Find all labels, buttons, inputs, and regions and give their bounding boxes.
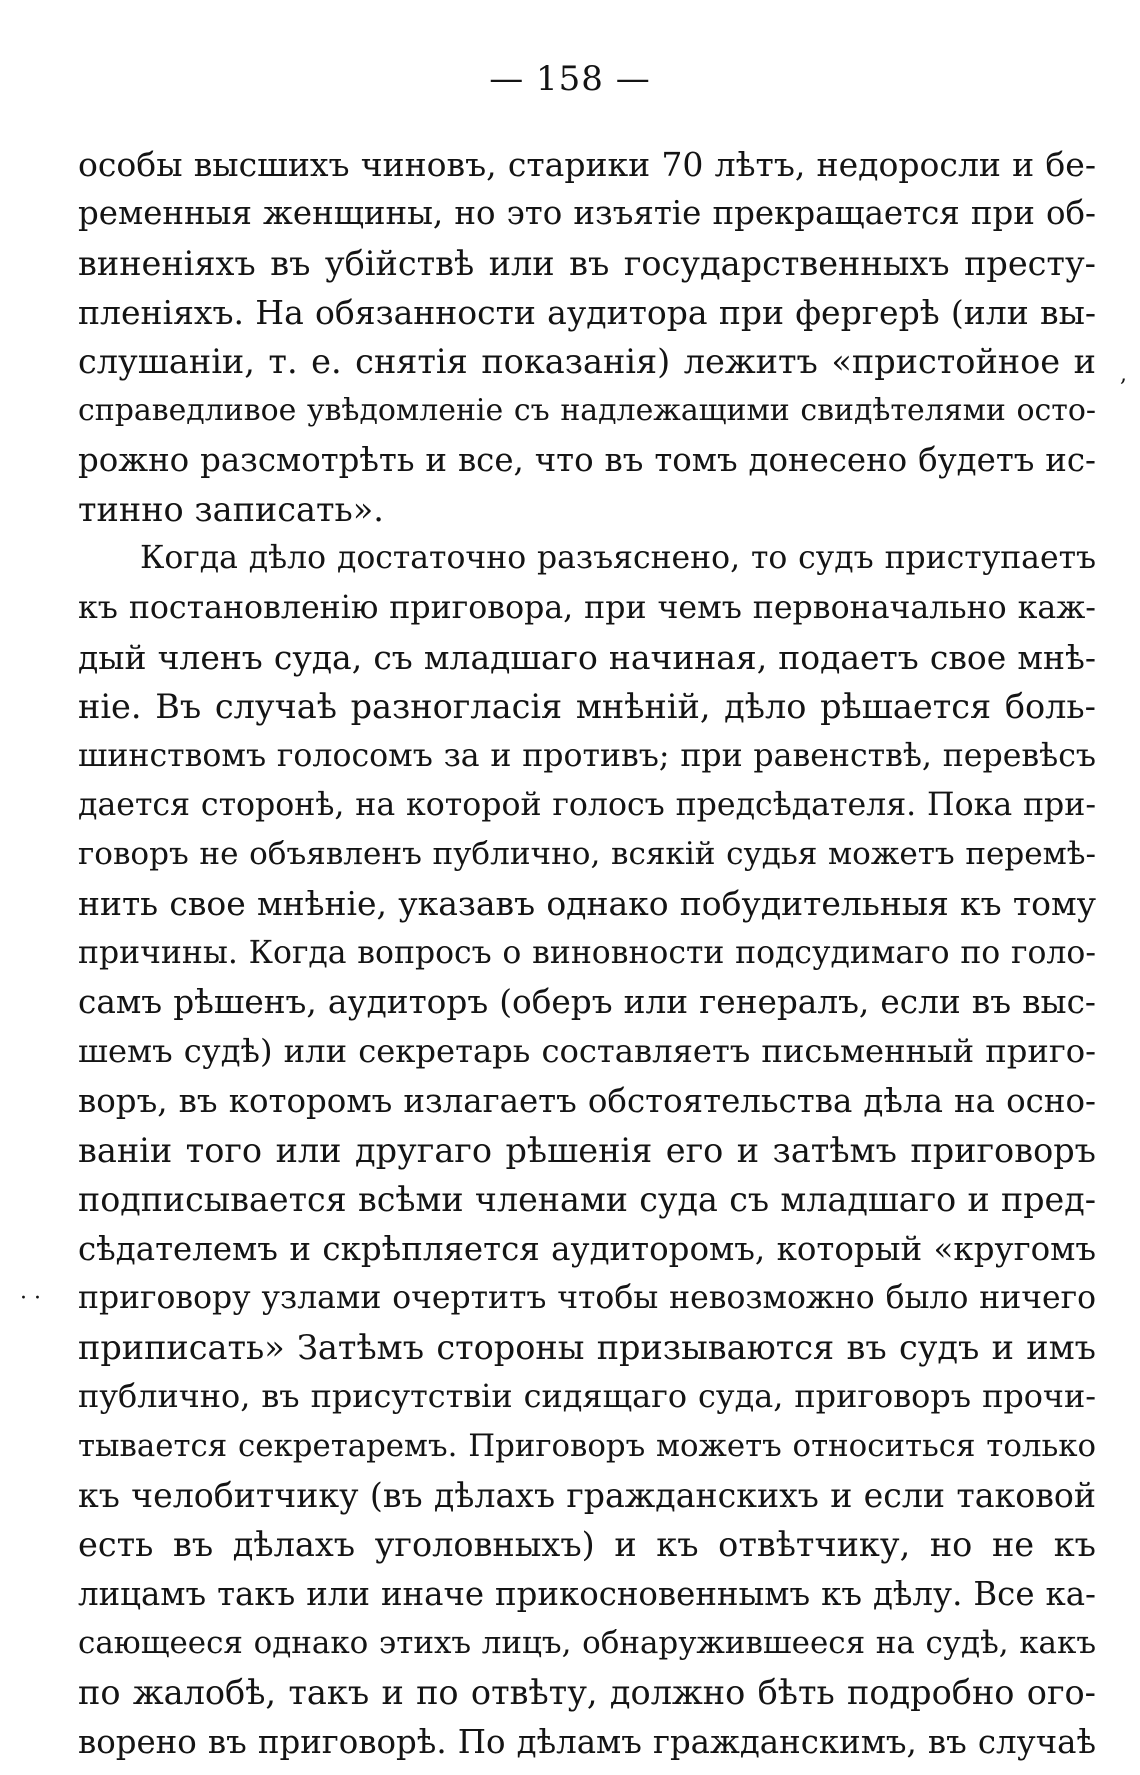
text-line: справедливое увѣдомленіе съ надлежащими свидѣтелями осто- [78, 393, 1096, 429]
text-line: сѣдателемъ и скрѣпляется аудиторомъ, который «кругомъ [78, 1229, 1096, 1268]
text-line: говоръ не объявленъ публично, всякій судья можетъ перемѣ- [78, 836, 1096, 873]
text-line: слушаніи, т. е. снятія показанія) лежитъ «пристойное и [78, 342, 1096, 382]
text-line: Когда дѣло достаточно разъяснено, то судъ приступаетъ [140, 540, 1096, 577]
text-line: шинствомъ голосомъ за и противъ; при равенствѣ, перевѣсъ [78, 737, 1096, 774]
text-line: шемъ судѣ) или секретарь составляетъ письменный приго- [78, 1032, 1096, 1071]
text-line: лицамъ такъ или иначе прикосновеннымъ къ дѣлу. Все ка- [78, 1574, 1096, 1613]
text-line: самъ рѣшенъ, аудиторъ (оберъ или генералъ, если въ выс- [78, 983, 1096, 1022]
text-line: тывается секретаремъ. Приговоръ можетъ относиться только [78, 1427, 1096, 1464]
paragraph-1 [78, 140, 1096, 534]
text-line: ніе. Въ случаѣ разногласія мнѣній, дѣло рѣшается боль- [78, 687, 1096, 727]
text-line: ременныя женщины, но это изъятіе прекращается при об- [78, 194, 1096, 233]
text-line: дается сторонѣ, на которой голосъ предсѣдателя. Пока при- [78, 786, 1096, 823]
text-line: особы высшихъ чиновъ, старики 70 лѣтъ, недоросли и бе- [78, 145, 1096, 184]
body-text [78, 140, 1096, 1767]
paragraph-2 [78, 534, 1096, 1766]
text-line: сающееся однако этихъ лицъ, обнаружившееся на судѣ, какъ [78, 1624, 1096, 1661]
text-line: нить свое мнѣніе, указавъ однако побудительныя къ тому [78, 884, 1096, 924]
text-line: виненіяхъ въ убійствѣ или въ государственныхъ престу- [78, 243, 1096, 283]
text-line: пленіяхъ. На обязанности аудитора при фергерѣ (или вы- [78, 292, 1096, 332]
text-line: причины. Когда вопросъ о виновности подсудимаго по голо- [78, 934, 1096, 971]
text-line: ваніи того или другаго рѣшенія его и затѣмъ приговоръ [78, 1130, 1096, 1170]
text-line: есть въ дѣлахъ уголовныхъ) и къ отвѣтчику, но не къ [78, 1525, 1096, 1565]
text-line: ворено въ приговорѣ. По дѣламъ гражданскимъ, въ случаѣ [78, 1722, 1096, 1761]
page-number: — 158 — [489, 59, 651, 99]
text-line: приговору узлами очертитъ чтобы невозможно было ничего [78, 1279, 1096, 1316]
margin-mark: , [1120, 362, 1127, 387]
text-line: подписывается всѣми членами суда съ младшаго и пред- [78, 1180, 1096, 1220]
text-line: дый членъ суда, съ младшаго начиная, подаетъ свое мнѣ- [78, 637, 1096, 677]
text-line: по жалобѣ, такъ и по отвѣту, должно бѣть подробно ого- [78, 1673, 1096, 1713]
text-line: публично, въ присутствіи сидящаго суда, приговоръ прочи- [78, 1377, 1096, 1416]
text-line: приписать» Затѣмъ стороны призываются въ судъ и имъ [78, 1328, 1096, 1368]
text-line: къ постановленію приговора, при чемъ первоначально каж- [78, 589, 1096, 626]
margin-mark: · · [20, 1286, 41, 1311]
text-line: къ челобитчику (въ дѣлахъ гражданскихъ и если таковой [78, 1476, 1096, 1516]
text-line: тинно записать». [78, 490, 384, 530]
text-line: воръ, въ которомъ излагаетъ обстоятельства дѣла на осно- [78, 1081, 1096, 1120]
text-line: рожно разсмотрѣть и все, что въ томъ донесено будетъ ис- [78, 440, 1096, 479]
